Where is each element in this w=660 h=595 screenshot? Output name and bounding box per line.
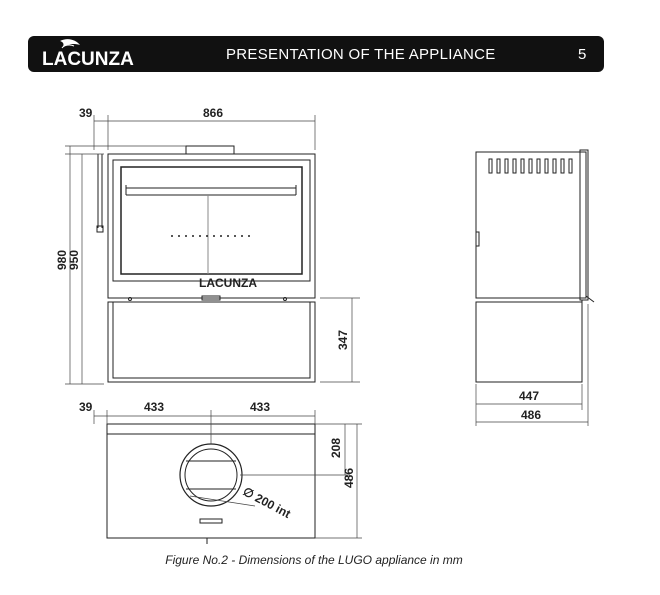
logo-text: LACUNZA	[42, 49, 134, 70]
dim-base-height: 347	[336, 329, 350, 350]
dim-side-depth-total: 486	[521, 408, 542, 422]
front-base	[108, 302, 315, 382]
page-number: 5	[578, 46, 587, 63]
dim-total-height: 980	[55, 249, 69, 270]
dim-top-offset: 39	[79, 400, 93, 414]
figure-caption: Figure No.2 - Dimensions of the LUGO appliance in mm	[165, 553, 463, 567]
air-vent-dots	[171, 235, 250, 237]
dim-top-depth: 486	[342, 467, 356, 488]
dim-top-half-left: 433	[144, 400, 165, 414]
dim-flue-diameter: ∅ 200 int	[240, 484, 293, 521]
dim-front-offset: 39	[79, 106, 93, 120]
front-dimension-lines	[65, 115, 360, 384]
flue-outer	[180, 444, 242, 506]
dim-front-width: 866	[203, 106, 224, 120]
dim-body-height: 950	[67, 249, 81, 270]
side-view	[476, 150, 594, 382]
side-upper-body	[476, 152, 586, 298]
side-base	[476, 302, 582, 382]
side-vents	[489, 159, 572, 173]
page-section-title: PRESENTATION OF THE APPLIANCE	[226, 46, 496, 63]
dim-top-half-right: 433	[250, 400, 271, 414]
dim-flue-offset: 208	[329, 437, 343, 458]
dim-side-depth-body: 447	[519, 389, 540, 403]
top-dimension-lines	[94, 410, 362, 538]
flue-inner	[185, 449, 237, 501]
door-logo: LACUNZA	[199, 276, 257, 290]
front-view	[97, 146, 315, 382]
